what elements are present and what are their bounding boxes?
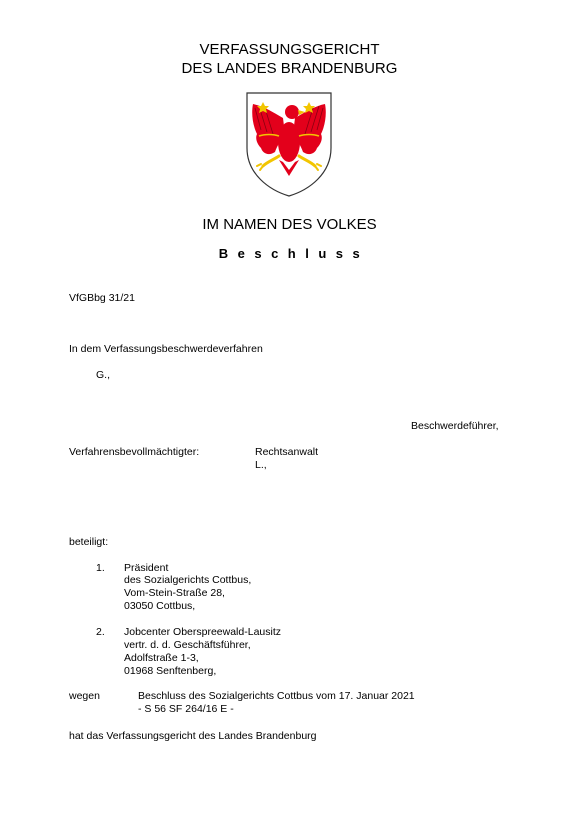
closing-line: hat das Verfassungsgericht des Landes Brandenburg — [69, 730, 317, 742]
participant-2-line-4: 01968 Senftenberg, — [124, 665, 217, 677]
participant-1-number: 1. — [96, 562, 105, 574]
participant-1-line-2: des Sozialgerichts Cottbus, — [124, 574, 252, 586]
complainant-role: Beschwerdeführer, — [411, 420, 499, 432]
participant-2-line-3: Adolfstraße 1-3, — [124, 652, 199, 664]
regarding-label: wegen — [69, 690, 100, 702]
regarding-line-2: - S 56 SF 264/16 E - — [138, 703, 234, 715]
representative-title: Rechtsanwalt — [255, 446, 319, 458]
participant-1-line-3: Vom-Stein-Straße 28, — [124, 587, 225, 599]
participant-1-line-4: 03050 Cottbus, — [124, 600, 196, 612]
procedure-intro: In dem Verfassungsbeschwerdeverfahren — [69, 343, 263, 355]
regarding-line-1: Beschluss des Sozialgerichts Cottbus vom 17. Januar 2021 — [138, 690, 415, 702]
participants-label: beteiligt: — [69, 536, 109, 548]
decision-type-heading: Beschluss — [218, 246, 370, 261]
participant-2-line-1: Jobcenter Oberspreewald-Lausitz — [124, 626, 281, 638]
brandenburg-eagle-coat-of-arms-icon — [243, 90, 335, 198]
case-number: VfGBbg 31/21 — [69, 292, 135, 304]
court-name-line-1: VERFASSUNGSGERICHT — [199, 41, 380, 58]
participant-1-line-1: Präsident — [124, 562, 169, 574]
complainant-name: G., — [96, 369, 111, 381]
participant-2-line-2: vertr. d. d. Geschäftsführer, — [124, 639, 251, 651]
participant-2-number: 2. — [96, 626, 105, 638]
court-name-line-2: DES LANDES BRANDENBURG — [181, 60, 398, 77]
representative-name: L., — [255, 459, 267, 471]
representative-label: Verfahrensbevollmächtigter: — [69, 446, 200, 458]
title-im-namen-des-volkes: IM NAMEN DES VOLKES — [202, 216, 377, 233]
